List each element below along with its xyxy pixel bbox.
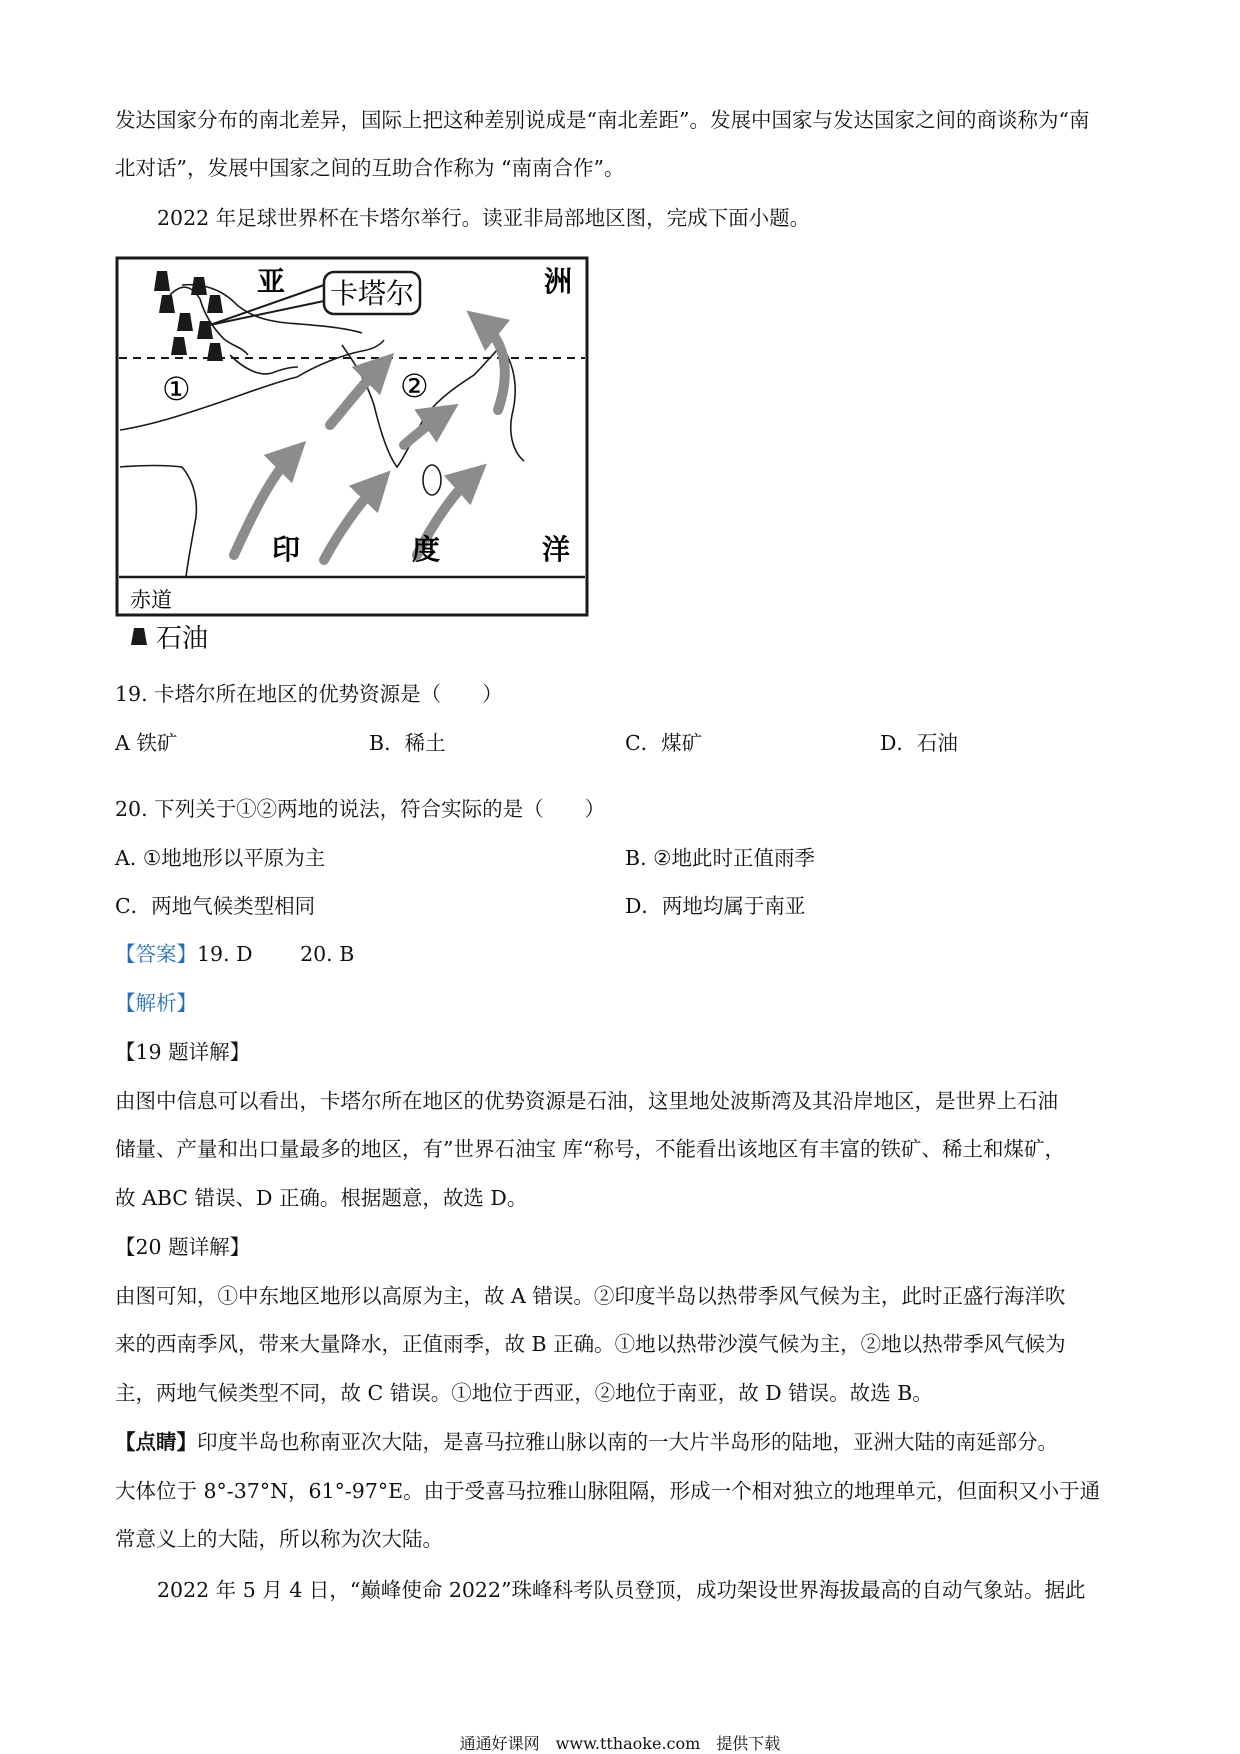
equator-label: 赤道 <box>130 588 172 612</box>
detail-19-line: 由图中信息可以看出，卡塔尔所在地区的优势资源是石油，这里地处波斯湾及其沿岸地区，是世界上石油 <box>115 1089 1058 1113</box>
oil-icon <box>191 277 207 295</box>
africa-coastline <box>120 466 196 578</box>
tip-label: 【点睛】 <box>115 1430 197 1454</box>
asia-africa-map <box>112 255 592 655</box>
oil-icon <box>159 295 175 313</box>
question-20-stem: 20. 下列关于①②两地的说法，符合实际的是（ ） <box>115 797 606 821</box>
oil-legend-label: 石油 <box>156 624 209 654</box>
map-label-indian-ocean: 印 <box>272 533 301 566</box>
india-coastline <box>342 345 502 467</box>
region-2-label: ② <box>400 367 429 405</box>
oil-icon <box>207 343 223 361</box>
q19-option-d: D．石油 <box>880 731 958 755</box>
q19-option-b: B．稀土 <box>369 731 446 755</box>
question-intro: 2022 年足球世界杯在卡塔尔举行。读亚非局部地区图，完成下面小题。 <box>157 206 811 230</box>
map-label-asia: 洲 <box>544 265 573 298</box>
q20-option-b: B. ②地此时正值雨季 <box>625 846 815 870</box>
map-label-asia: 亚 <box>257 265 286 298</box>
detail-19-line: 储量、产量和出口量最多的地区，有”世界石油宝 库“称号，不能看出该地区有丰富的铁矿、稀土和煤矿， <box>115 1137 1065 1161</box>
oil-legend-icon <box>131 628 147 645</box>
map-label-indian-ocean: 洋 <box>542 533 571 566</box>
answer-label: 【答案】 <box>115 942 197 966</box>
region-1-label: ① <box>162 370 191 408</box>
detail-20-heading: 【20 题详解】 <box>115 1235 251 1259</box>
oil-icon <box>171 337 187 355</box>
qatar-label: 卡塔尔 <box>329 277 415 310</box>
monsoon-arrow <box>324 485 377 560</box>
detail-20-line: 主，两地气候类型不同，故 C 错误。①地位于西亚，②地位于南亚，故 D 错误。故选 B。 <box>115 1381 933 1405</box>
detail-19-heading: 【19 题详解】 <box>115 1040 251 1064</box>
analysis-label: 【解析】 <box>115 991 197 1015</box>
tip-line <box>115 1429 1058 1455</box>
q20-option-a: A. ①地地形以平原为主 <box>115 846 326 870</box>
tip-text: 印度半岛也称南亚次大陆，是喜马拉雅山脉以南的一大片半岛形的陆地，亚洲大陆的南延部分。 <box>197 1430 1058 1454</box>
oil-icon <box>177 313 193 331</box>
answer-line <box>115 941 354 967</box>
tip-line: 常意义上的大陆，所以称为次大陆。 <box>115 1527 443 1551</box>
monsoon-arrow <box>330 367 380 425</box>
question-19-stem: 19. 卡塔尔所在地区的优势资源是（ ） <box>115 682 503 706</box>
detail-19-line: 故 ABC 错误、D 正确。根据题意，故选 D。 <box>115 1186 528 1210</box>
paragraph-line: 发达国家分布的南北差异，国际上把这种差别说成是“南北差距”。发展中国家与发达国家之间的商谈称为“南 <box>115 108 1090 132</box>
q19-option-c: C．煤矿 <box>625 731 703 755</box>
detail-20-line: 来的西南季风，带来大量降水，正值雨季，故 B 正确。①地以热带沙漠气候为主，②地以热带季风气候为 <box>115 1332 1066 1356</box>
map-label-indian-ocean: 度 <box>412 533 441 566</box>
q19-option-a: A 铁矿 <box>115 731 178 755</box>
sri-lanka-coastline <box>423 465 441 495</box>
detail-20-line: 由图可知，①中东地区地形以高原为主，故 A 错误。②印度半岛以热带季风气候为主，此时正盛行海洋吹 <box>115 1284 1066 1308</box>
oil-icon <box>154 271 170 291</box>
next-question-intro: 2022 年 5 月 4 日，“巅峰使命 2022”珠峰科考队员登顶，成功架设世界海拔最高的自动气象站。据此 <box>157 1578 1086 1602</box>
paragraph-line: 北对话”，发展中国家之间的互助合作称为 “南南合作”。 <box>115 156 625 180</box>
answer-value: 19. D 20. B <box>197 942 355 966</box>
q20-option-d: D．两地均属于南亚 <box>625 894 806 918</box>
monsoon-arrow <box>482 323 505 410</box>
oil-icon <box>207 295 223 313</box>
page-footer: 通通好课网 www.tthaoke.com 提供下载 <box>459 1734 781 1753</box>
q20-option-c: C．两地气候类型相同 <box>115 894 316 918</box>
tip-line: 大体位于 8°-37°N，61°-97°E。由于受喜马拉雅山脉阻隔，形成一个相对独立的地理单元，但面积又小于通 <box>115 1479 1101 1503</box>
